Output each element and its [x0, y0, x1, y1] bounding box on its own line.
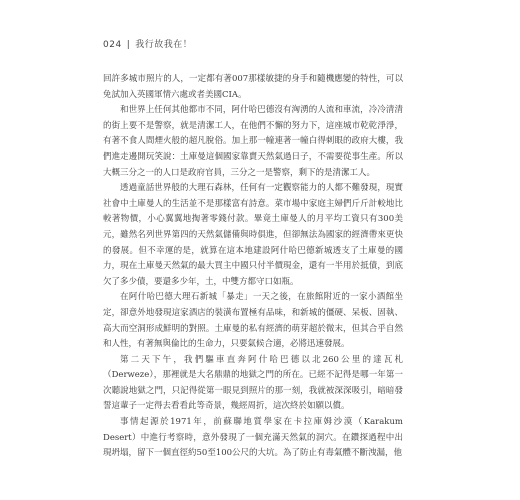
paragraph: 透過童話世界般的大理石森林，任何有一定觀察能力的人都不難發現，現實社會中土庫曼人的生活並不是那樣富有詩意。菜市場中家庭主婦們斤斤計較地比較著物價，小心翼翼地掏著零錢付款。畢竟土庫曼人的月平均工資只有300美元，雖然名列世界第四的天然氣儲備與時俱進，但卻無法為國家的經濟帶來更快的發展。但不幸運的是，就算在這本地建設阿什哈巴德新城透支了土庫曼的國力，現在土庫曼天然氣的最大買主中國只付半價現金，還有一半用於抵債，到底欠了多少債，要還多少年，土，中雙方都守口如瓶。: [103, 183, 403, 287]
paragraph: 回許多城市照片的人，一定都有著007那樣敏捷的身手和隨機應變的特性，可以免試加入英國軍情六處或者美國CIA。: [103, 74, 403, 100]
paragraph: 第二天下午，我們驅車直奔阿什哈巴德以北260公里的達瓦札（Derweze），那裡就是大名鼎鼎的地獄之門的所在。已經不記得是哪一年第一次聽說地獄之門，只記得從第一眼見到照片的那一刻，我就被深深吸引，暗暗發誓這輩子一定得去看看此等奇景，幾經周折，這次終於如願以償。: [103, 354, 403, 412]
book-title: 我行故我在！: [135, 40, 193, 50]
paragraph: 在阿什哈巴德大理石新城「暴走」一天之後，在旅館附近的一家小酒館坐定，卻意外地發現這家酒店的裝潢布置極有品味，和新城的僵硬、呆板、固執、高大而空洞形成鮮明的對照。土庫曼的私有經濟的萌芽超於微末，但其合乎自然和人性，有著無與倫比的生命力，只要氣候合適，必將迅速發展。: [103, 292, 403, 350]
page-number: 024: [103, 40, 122, 50]
paragraph: 和世界上任何其他都市不同，阿什哈巴德沒有洶湧的人流和車流，冷冷清清的街上要不是警察，就是清潔工人，在他們不懈的努力下，這座城市乾乾淨淨，有著不食人間煙火般的超凡脫俗。加上那一幢連著一幢白得刺眼的政府大樓，我們進走邊開玩笑說：土庫曼這個國家靠賣天然氣過日子，不需要從事生產。所以大概三分之一的人口是政府官員，三分之一是警察，剩下的是清潔工人。: [103, 105, 403, 178]
running-header: [103, 37, 192, 50]
paragraph: 事情起源於1971年，前蘇聯地質學家在卡拉庫姆沙漠（Karakum Desert）中進行考察時，意外發現了一個充滿天然氣的洞穴。在鑽探過程中出現坍塌，留下一個直徑約50至100公尺的大坑。為了防止有毒氣體不斷洩漏，他: [103, 417, 403, 459]
header-separator: |: [126, 40, 131, 50]
body-text: [103, 72, 403, 462]
